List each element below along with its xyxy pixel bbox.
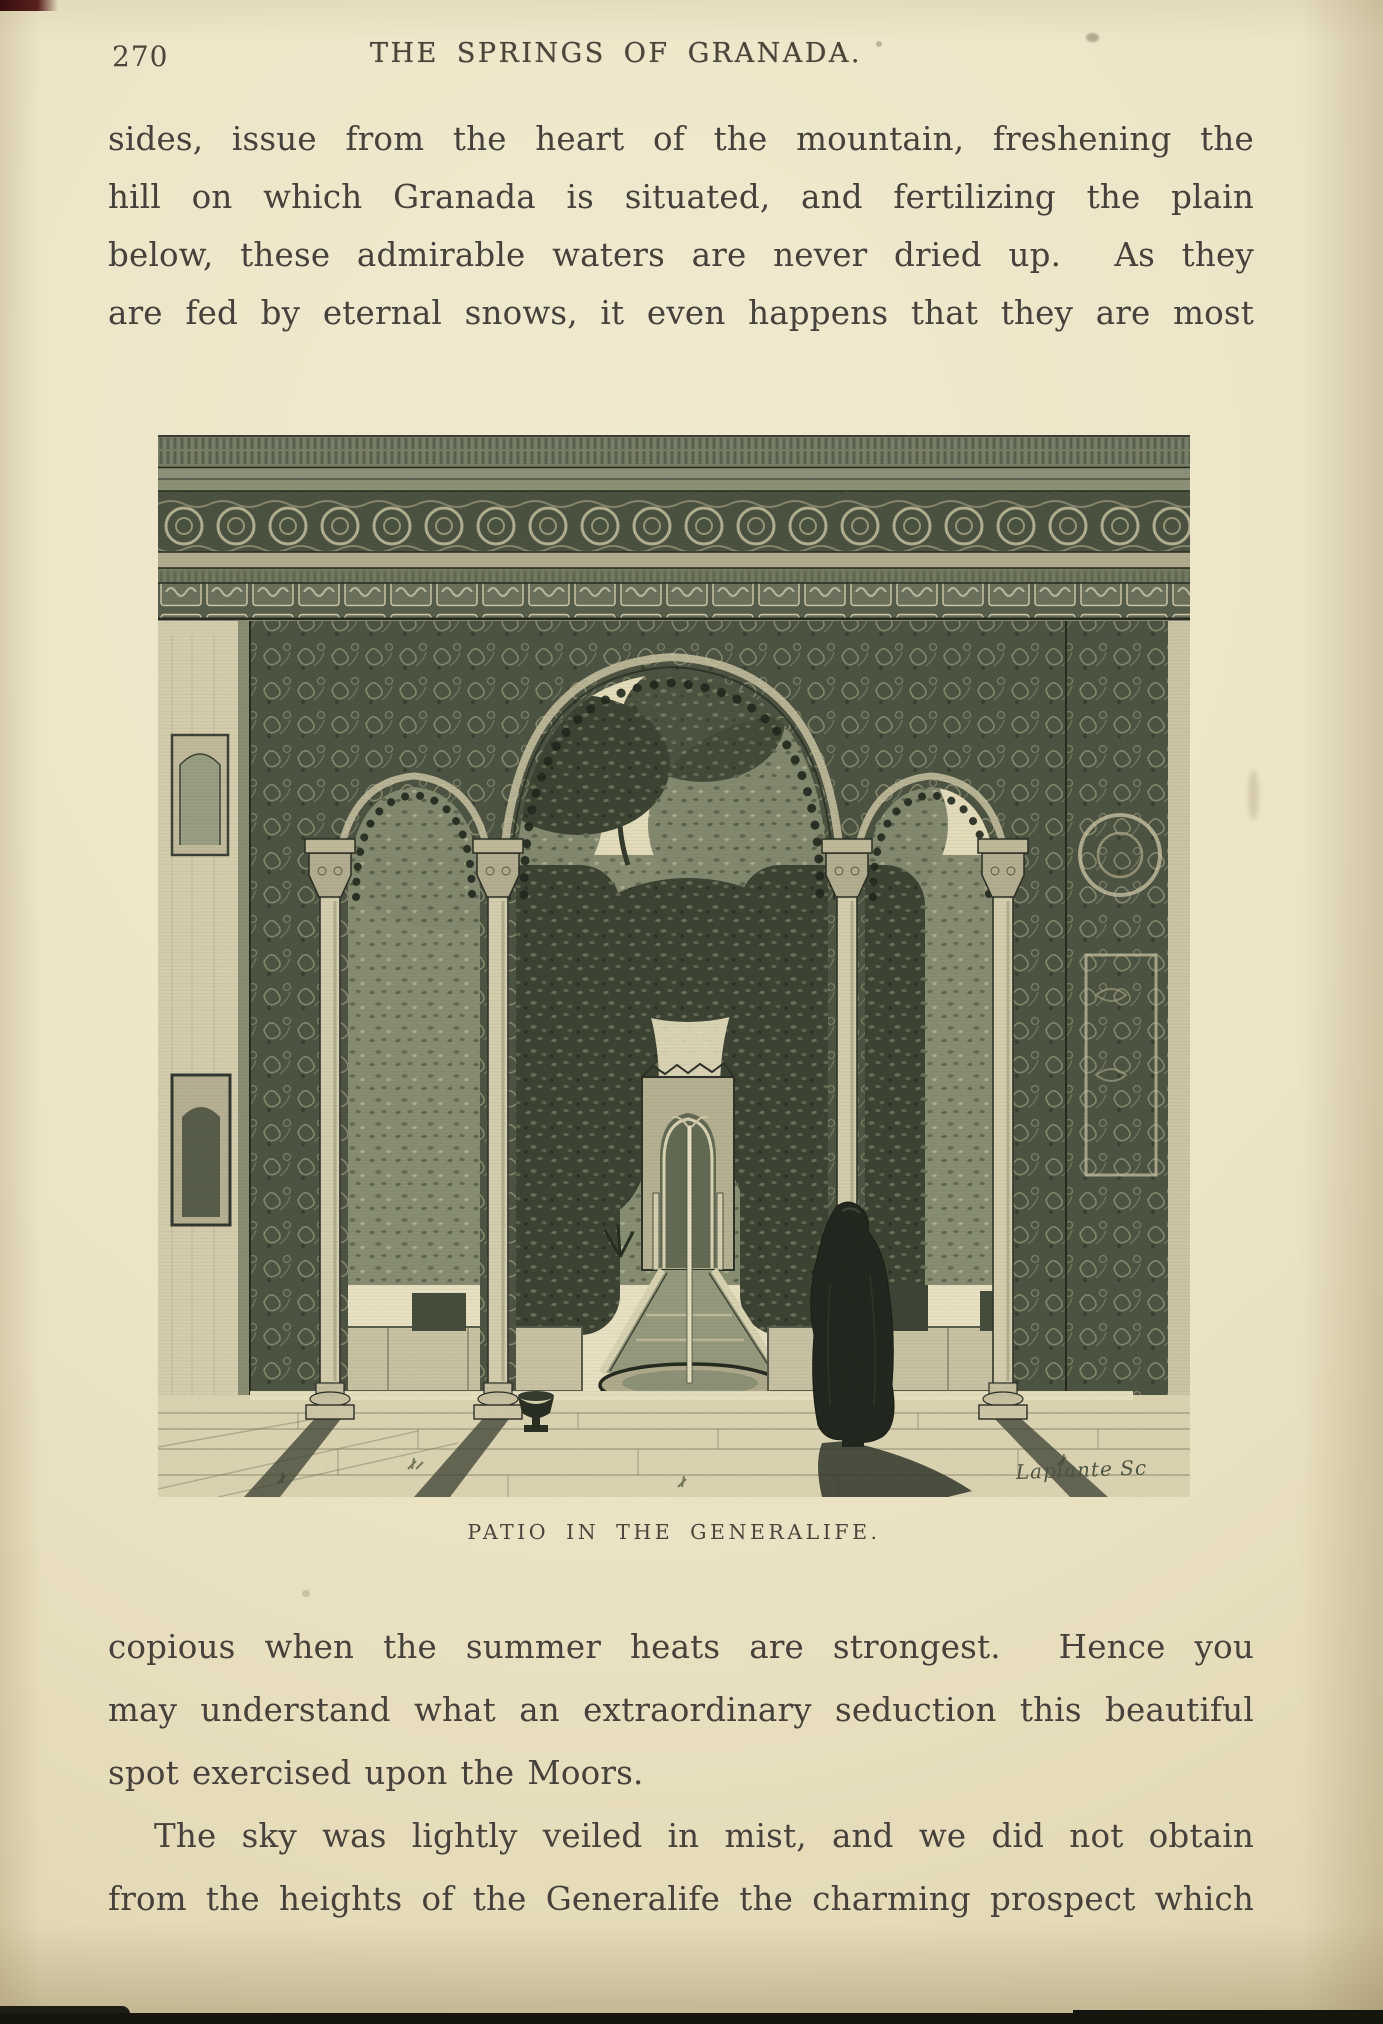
- engraving-grain: [158, 435, 1190, 1497]
- running-head: THE SPRINGS OF GRANADA.: [370, 38, 862, 69]
- text-line: are fed by eternal snows, it even happens that they are most: [108, 294, 1254, 332]
- scan-edge-artifact-bottom: [0, 2013, 1383, 2024]
- page-header: [108, 38, 1254, 78]
- paragraph-middle: [108, 1616, 1254, 1805]
- paragraph-bottom: [108, 1805, 1254, 1931]
- engraver-signature: Laplante Sc: [1015, 1455, 1148, 1484]
- scan-edge-artifact-top-left: [0, 0, 58, 11]
- text-line: may understand what an extraordinary seduction this beautiful: [108, 1691, 1254, 1729]
- text-line: hill on which Granada is situated, and fertilizing the plain: [108, 178, 1254, 216]
- text-line: from the heights of the Generalife the charming prospect which: [108, 1880, 1254, 1918]
- paragraph-top: [108, 110, 1254, 342]
- text-line: below, these admirable waters are never dried up. As they: [108, 236, 1254, 274]
- paper-smudge: [1248, 770, 1259, 820]
- text-line: spot exercised upon the Moors.: [108, 1754, 644, 1792]
- engraving-image: [158, 435, 1190, 1497]
- paper-speck: [302, 1590, 310, 1597]
- text-line: sides, issue from the heart of the mountain, freshening the: [108, 120, 1254, 158]
- engraving-caption: PATIO IN THE GENERALIFE.: [467, 1520, 881, 1544]
- text-line: The sky was lightly veiled in mist, and we did not obtain: [154, 1817, 1254, 1855]
- engraving-figure: [158, 435, 1190, 1544]
- text-line: copious when the summer heats are strongest. Hence you: [108, 1628, 1254, 1666]
- page-number: 270: [112, 40, 169, 73]
